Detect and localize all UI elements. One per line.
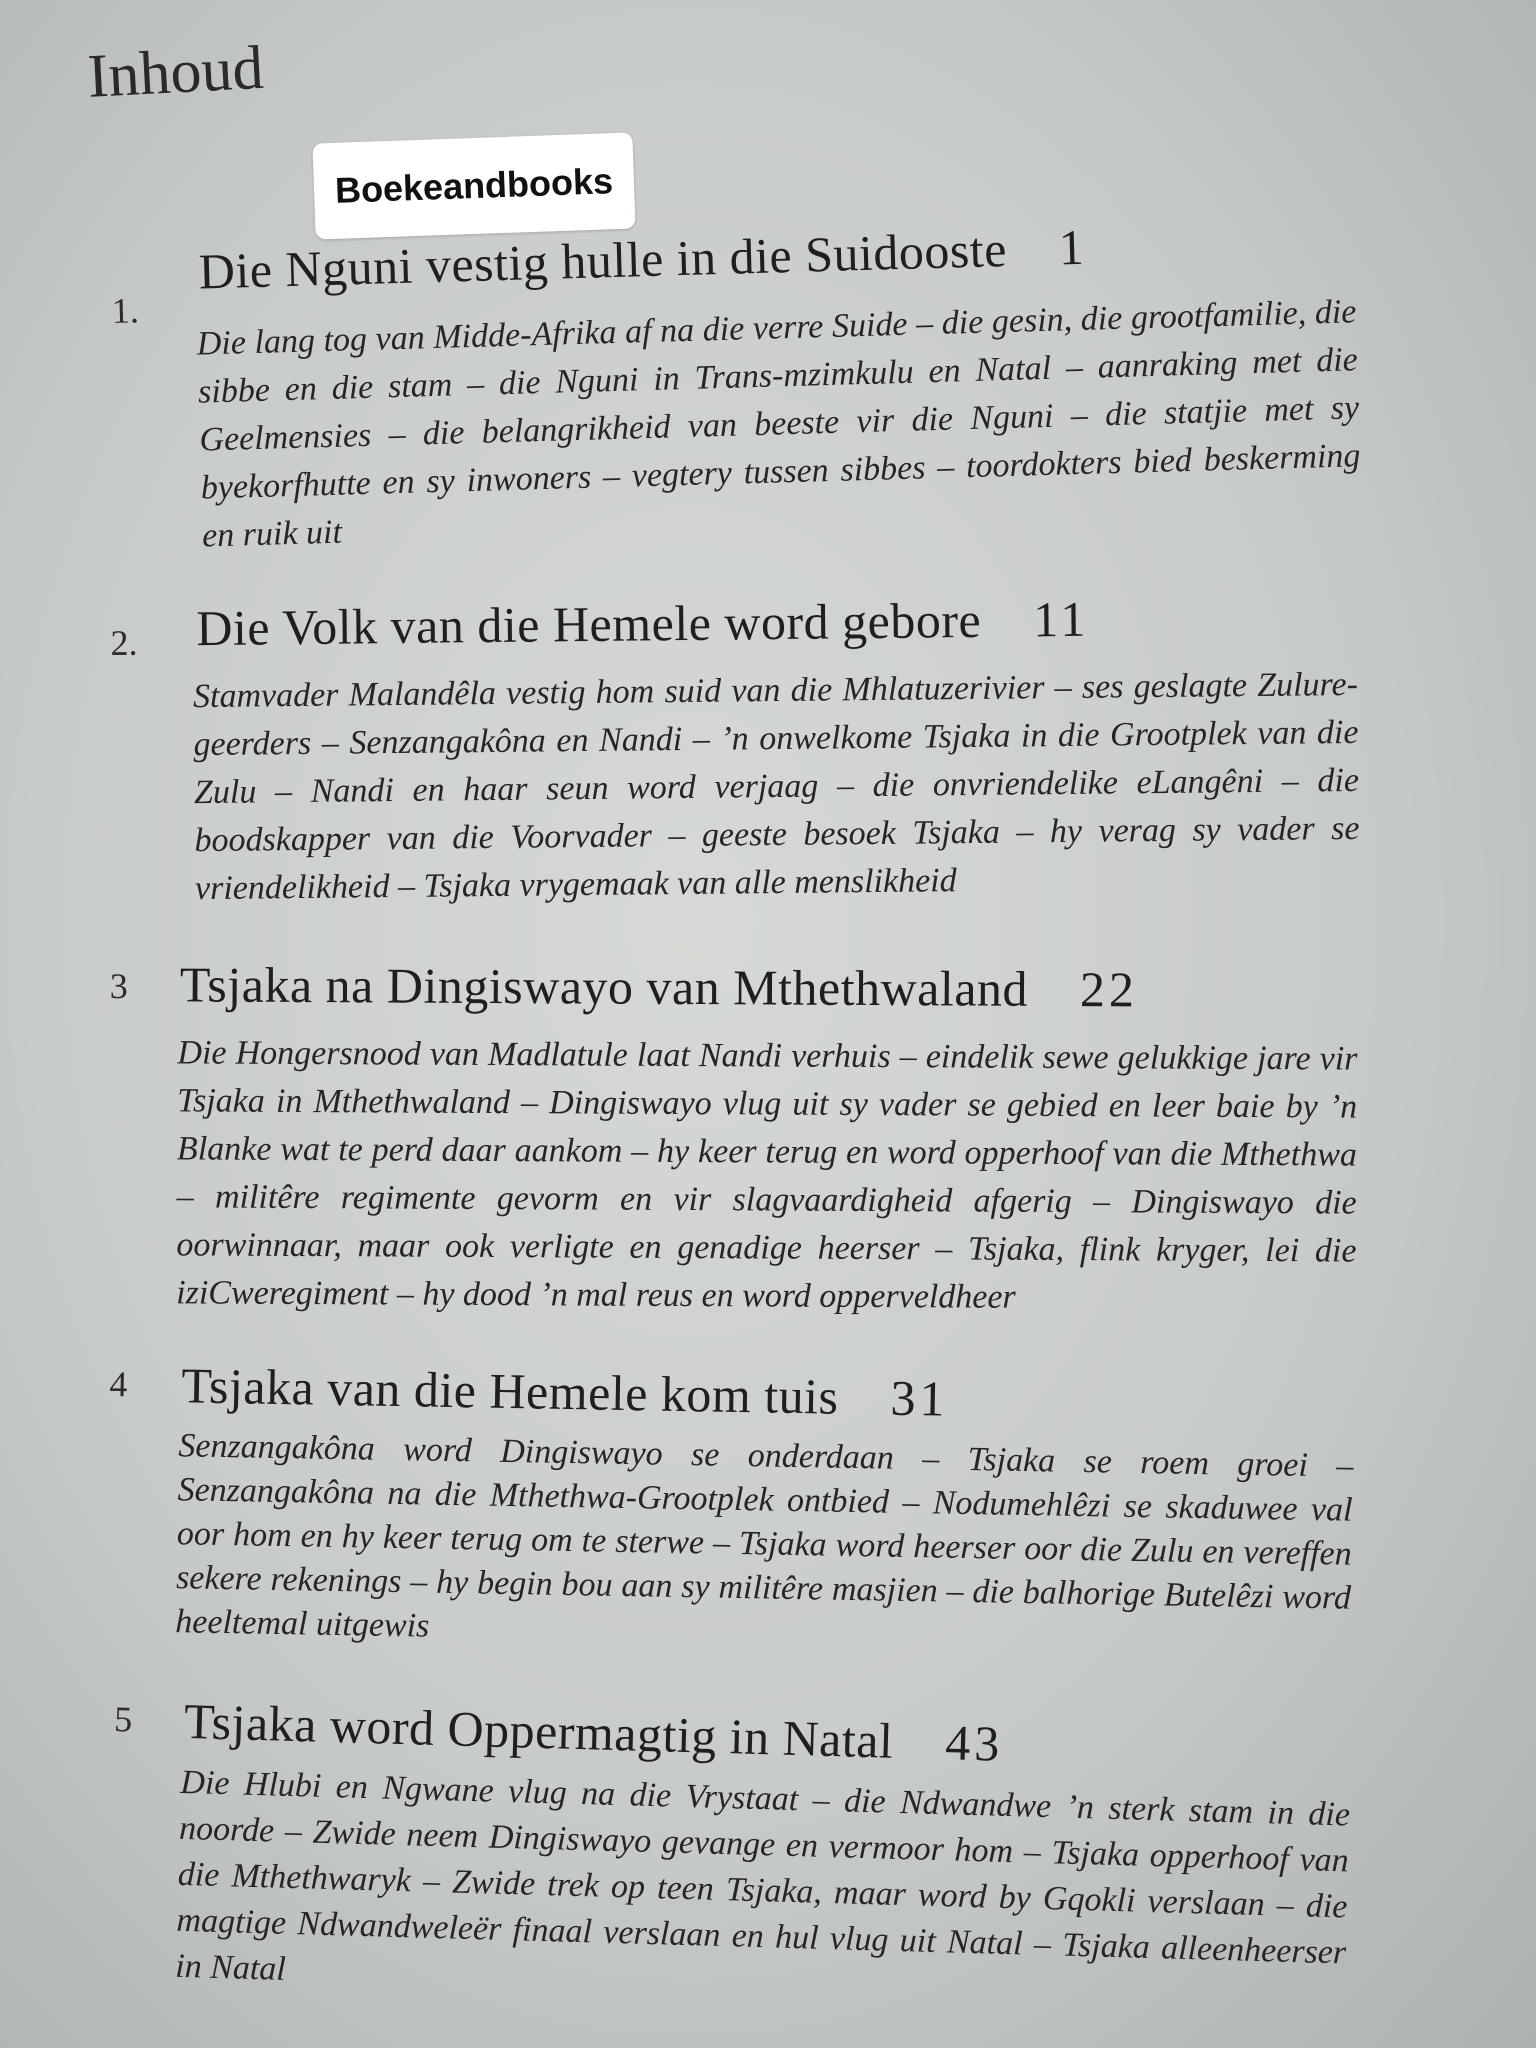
watermark-label: Boekeandbooks [312,132,635,239]
page-title: Inhoud [86,33,266,111]
chapter-summary: Die lang tog van Midde-Afrika af na die verre Suide – die gesin, die grootfamilie, die sibbe en die stam – die Nguni in Trans-mzimkulu en Natal – aanraking met die Geelmensies – die belangrikheid van beeste vir die Nguni – die statjie met sy byekorfhutte en sy inwoners – vegtery tussen sibbes – toordokters bied beskerming en ruik uit [196,293,1361,555]
chapter-number: 3 [109,965,128,1007]
chapter-summary: Stamvader Malandêla vestig hom suid van die Mhlatuzerivier – ses geslagte Zulure-geerders – Senzangakôna en Nandi – ’n onwelkome Tsjaka in die Grootplek van die Zulu – Nandi en haar seun word verjaag – die onvriendelike eLangêni – die boodskapper van die Voorvader – geeste besoek Tsjaka – hy verag sy vader se vriendelikheid – Tsjaka vrygemaak van alle menslikheid [192,665,1360,908]
chapter-page-number: 31 [890,1369,950,1427]
chapter-title: Die Volk van die Hemele word gebore [196,591,982,657]
chapter-summary: Die Hongersnood van Madlatule laat Nandi verhuis – eindelik sewe gelukkige jare vir Tsjaka in Mthethwaland – Dingiswayo vlug uit sy vader se gebied en leer baie by ’n Blanke wat te perd daar aankom – hy keer terug en word opperhoof van die Mthethwa – militêre regimente gevorm en vir slagvaardigheid afgerig – Dingiswayo die oorwinnaar, maar ook verligte en genadige heerser – Tsjaka, flink kryger, lei die iziCweregiment – hy dood ’n mal reus en word opperveldheer [176,1034,1358,1316]
chapter-number: 2. [110,622,138,663]
chapter-heading [181,1356,949,1427]
chapter-heading [196,590,1090,657]
chapter-number: 1. [111,290,140,331]
chapter-heading [180,955,1138,1018]
chapter-title: Tsjaka word Oppermagtig in Natal [183,1692,895,1769]
chapter-summary: Senzangakôna word Dingiswayo se onderdaan – Tsjaka se roem groei – Senzangakôna na die Mthethwa-Grootplek ontbied – Nodumehlêzi se skaduwee val oor hom en hy keer terug om te sterwe – Tsjaka word heerser oor die Zulu en vereffen sekere rekenings – hy begin bou aan sy militêre masjien – die balhorige Butelêzi word heeltemal uitgewis [175,1427,1354,1645]
chapter-summary: Die Hlubi en Ngwane vlug na die Vrystaat – die Ndwandwe ’n sterk stam in die noorde – Zwide neem Dingiswayo gevange en vermoor hom – Tsjaka opperhoof van die Mthethwaryk – Zwide trek op teen Tsjaka, maar word by Gqokli verslaan – die magtige Ndwandweleër finaal verslaan en hul vlug uit Natal – Tsjaka alleenheerser in Natal [174,1763,1351,1988]
chapter-page-number: 11 [1032,590,1090,648]
chapter-page-number: 1 [1057,218,1089,276]
chapter-page-number: 43 [944,1714,1005,1772]
chapter-number: 4 [109,1363,128,1405]
chapter-title: Die Nguni vestig hulle in die Suidooste [197,220,1008,300]
chapter-number: 5 [113,1698,133,1740]
chapter-title: Tsjaka van die Hemele kom tuis [180,1357,840,1425]
chapter-heading [198,218,1089,301]
chapter-page-number: 22 [1079,961,1139,1018]
chapter-title: Tsjaka na Dingiswayo van Mthethwaland [179,956,1029,1017]
chapter-heading [183,1692,1004,1773]
